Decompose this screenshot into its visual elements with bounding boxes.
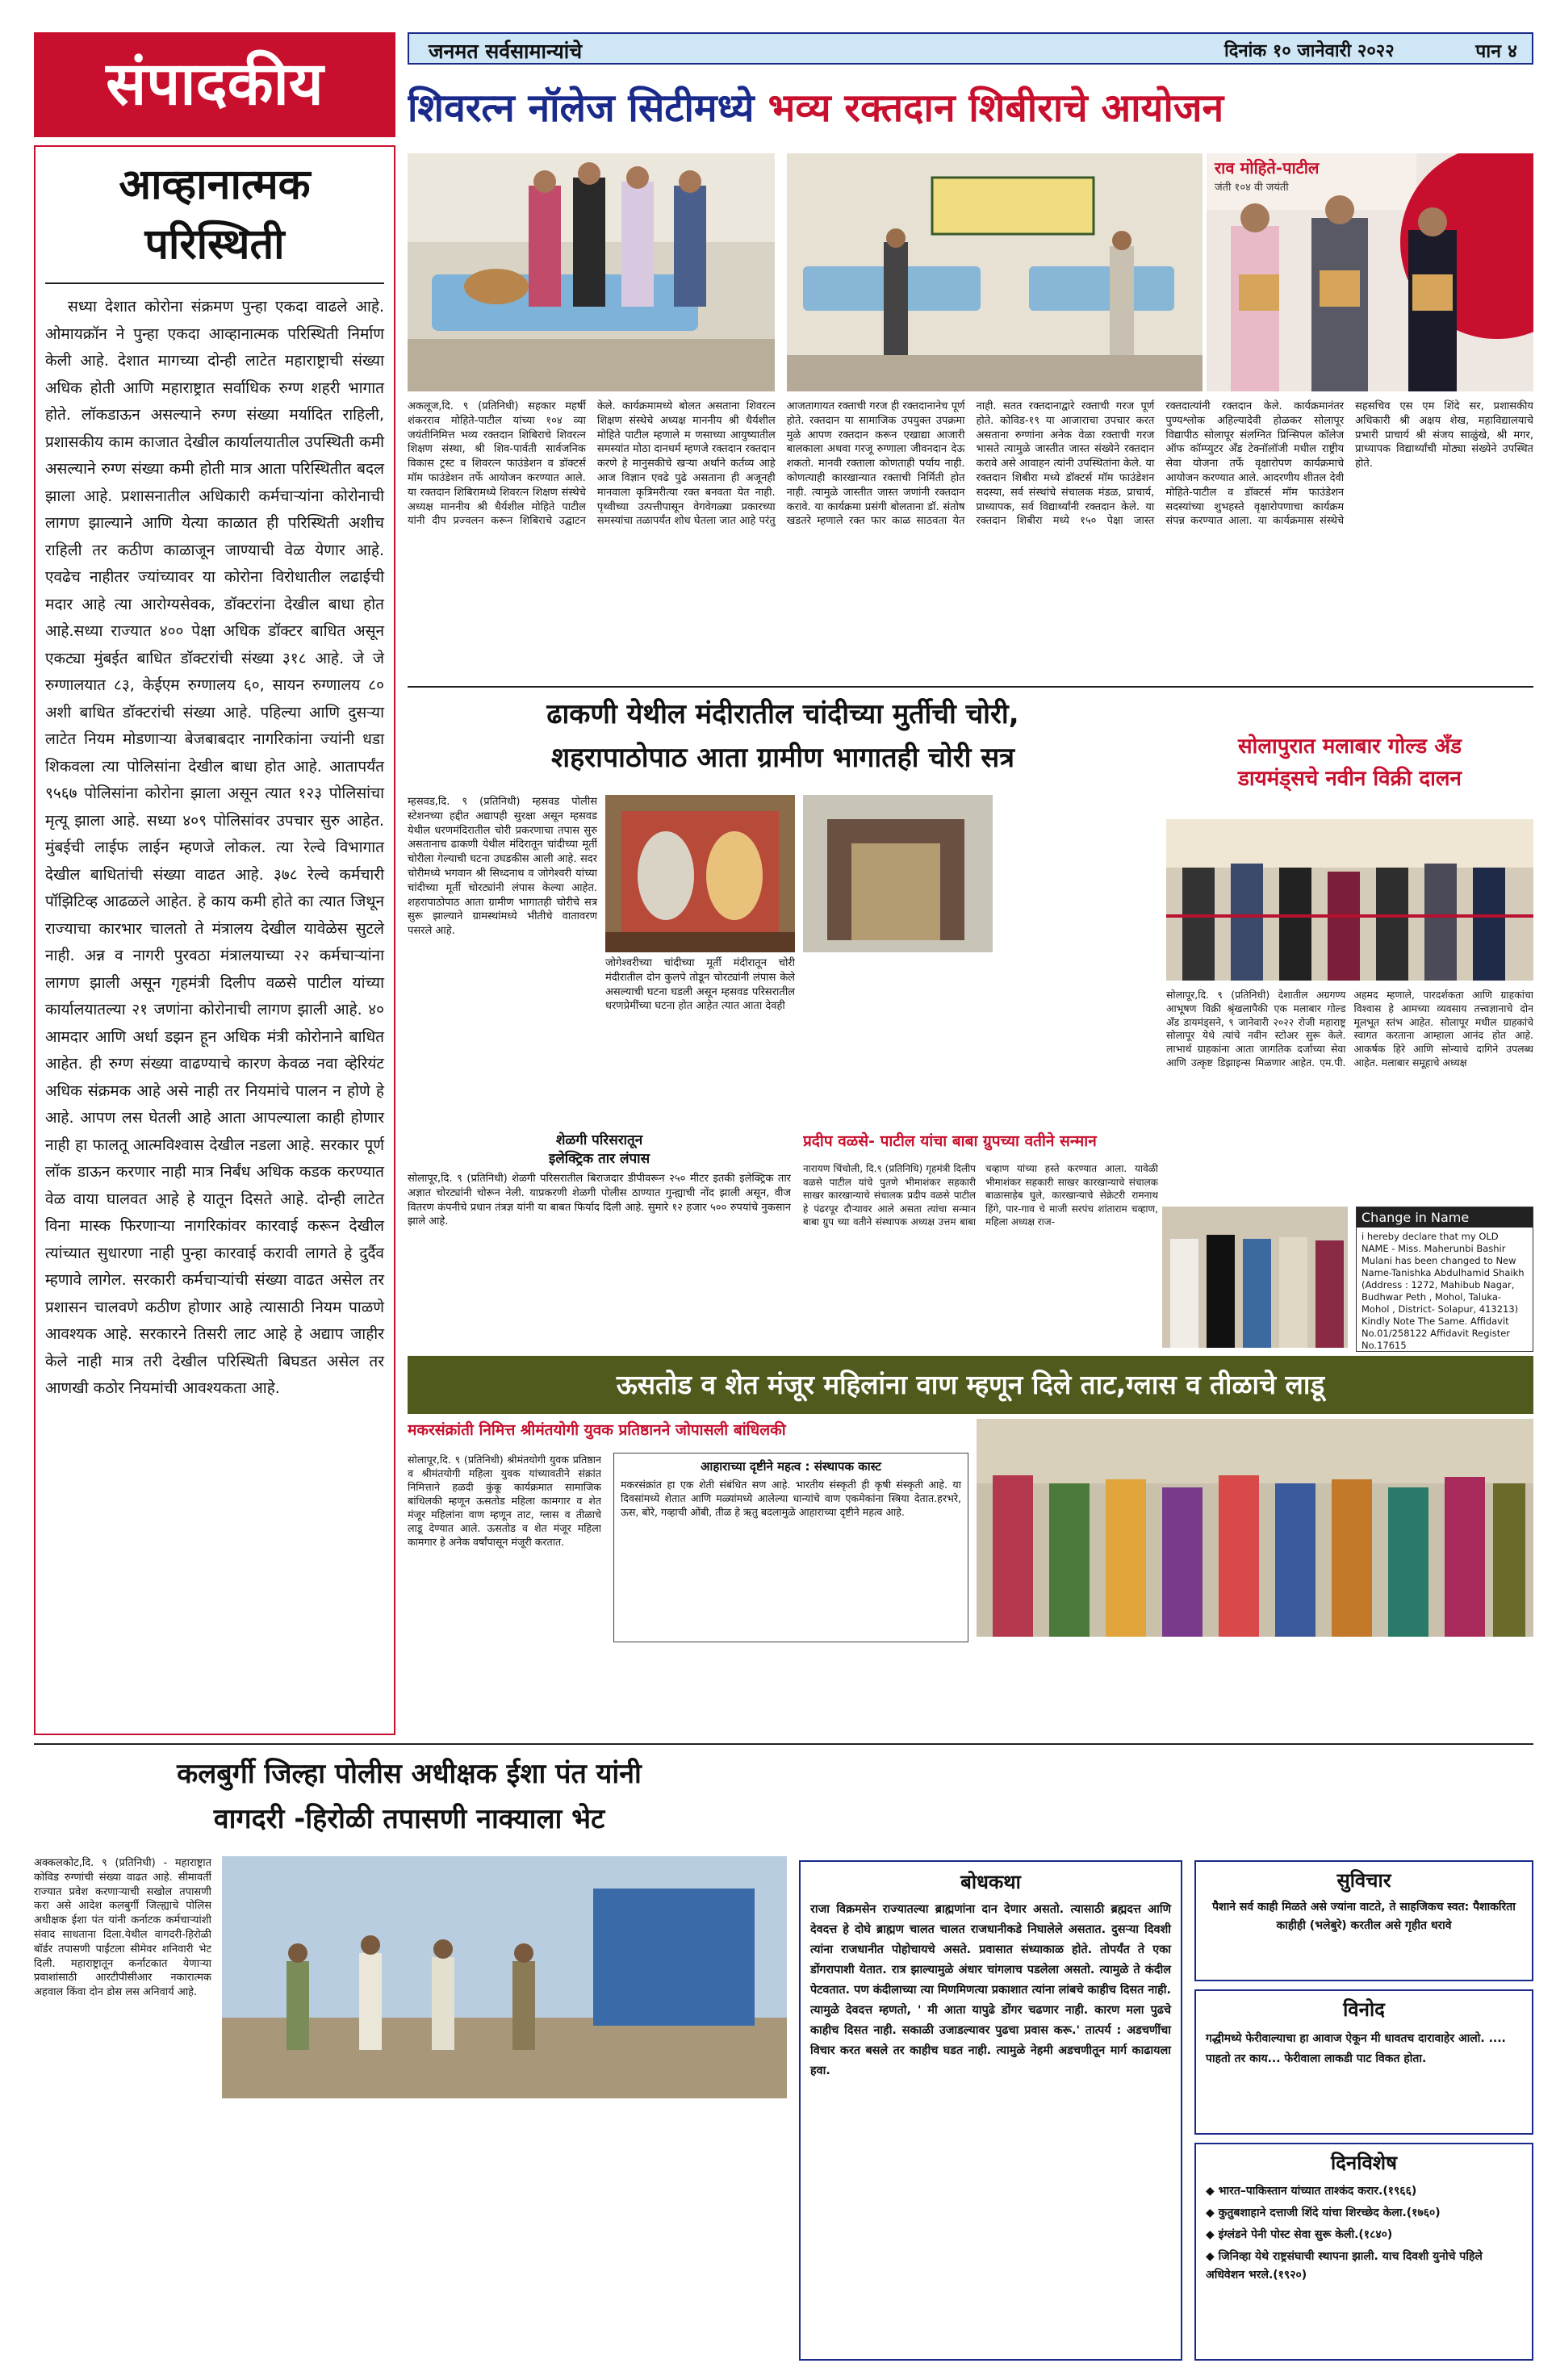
police-photo <box>222 1856 787 2098</box>
change-in-name-box <box>1356 1207 1533 1352</box>
theft-photo <box>605 795 795 952</box>
theft-headline-1: ढाकणी येथील मंदीरातील चांदीच्या मुर्तीची चोरी, <box>546 698 1019 730</box>
theft-headline <box>408 692 1158 785</box>
editorial-divider <box>45 282 384 284</box>
theft-headline-2: शहरापाठोपाठ आता ग्रामीण भागातही चोरी सत्र <box>550 742 1014 774</box>
blood-drive-headline-a: शिवरत्न नॉलेज सिटीमध्ये <box>408 86 755 131</box>
dinvishesh-item: ◆ भारत–पाकिस्तान यांच्यात ताश्कंद करार.(१९६६) <box>1206 2185 1417 2198</box>
dinvishesh-title: दिनविशेष <box>1330 2152 1398 2174</box>
blood-drive-body <box>408 399 1533 678</box>
change-in-name-text: i hereby declare that my OLD NAME - Miss. Maherunbi Bashir Mulani has been changed to New Name-Tanishka Abdulhamid Shaikh (Address : 1272, Mahibub Nagar, Budhwar Peth , Mohol, Taluka- Mohol , District- Solapur, 413213) Kindly Note The Same. Affidavit No.01/258122 Affidavit Register No.17615 <box>1362 1231 1525 1351</box>
bodhkatha-title: बोधकथा <box>960 1871 1021 1893</box>
theft-sub-headline-2: इलेक्ट्रिक तार लंपास <box>548 1151 650 1167</box>
theft-photo-caption-text: जोगेश्वरीच्या चांदीच्या मूर्ती मंदीरातून चोरी मंदीरातील दोन कुलपे तोडून चोरट्यांनी लंपास केले असल्याची घटना घडली असून म्हसवड परिसरातील धरणप्रेमींच्या घटना होत आहेत त्यात आता देवही <box>605 957 795 1013</box>
bodhkatha-text: राजा विक्रमसेन राज्यातल्या ब्राह्मणांना दान देणार असतो. त्यासाठी ब्रह्मदत्त आणि देवदत्त हे दोघे ब्राह्मण चालत चालत राजधानीकडे निघालेले असतात. दुसऱ्या दिवशी त्यांना राजधानीत पोहोचायचे असते. प्रवासात संध्याकाळ होते. तोपर्यंत ते एका डोंगरापाशी येतात. रात्र झाल्यामुळे अंधार चांगलाच पडलेला असतो. त्यामुळे ते कंदील पेटवतात. पण कंदीलाच्या त्या मिणमिणत्या प्रकाशात त्यांना लांबचे काहीच दिसत नाही. त्यामुळे देवदत्त म्हणतो, ' मी आता यापुढे डोंगर चढणार नाही. कारण मला पुढचे काहीच दिसत नाही. सकाळी उजाडल्यावर पुढचा प्रवास करू.' तात्पर्य : अडचणींचा विचार करत बसले तर काहीच घडत नाही. त्यामुळे नेहमी अडचणीतून मार्ग काढायला हवा. <box>810 1903 1171 2077</box>
vaan-sub-headline-text: मकरसंक्रांती निमित्त श्रीमंतयोगी युवक प्रतिष्ठानने जोपासली बांधिलकी <box>408 1421 786 1439</box>
blood-drive-photo-banner: राव मोहिते-पाटील <box>1215 158 1320 178</box>
vaan-headline-banner <box>408 1356 1533 1414</box>
dinvishesh-item: ◆ जिनिव्हा येथे राष्ट्रसंघाची स्थापना झाली. याच दिवशी युनोचे पहिले अधिवेशन भरले.(१९२०) <box>1206 2250 1483 2282</box>
police-text: अक्कलकोट,दि. ९ (प्रतिनिधी) - महाराष्ट्रात कोविड रुग्णांची संख्या वाढत आहे. सीमावर्ती राज्यात प्रवेश करणाऱ्याची सखोल तपासणी करा असे आदेश कलबुर्गी जिल्ह्याचे पोलिस अधीक्षक ईशा पंत यांनी कर्नाटक कर्मचाऱ्यांशी संवाद साधताना दिला.येथील वागदरी-हिरोळी बॉर्डर तपासणी पाईंटला सीमेवर शनिवारी भेट दिली. महाराष्ट्रातून कर्नाटकात येणाऱ्या प्रवाशांसाठी आरटीपीसीआर नकारात्मक अहवाल किंवा दोन डोस लस अनिवार्य आहे. <box>34 1857 211 1999</box>
malabar-headline-1: सोलापुरात मलाबार गोल्ड अँड <box>1238 734 1462 759</box>
vinod-text: गद्धीमध्ये फेरीवाल्याचा हा आवाज ऐकून मी धावतच दारावाहेर आलो. .... पाहतो तर काय... फेरीवाला लाकडी पाट विकत होता. <box>1206 2032 1506 2065</box>
header-bar <box>408 32 1533 65</box>
vaan-body <box>408 1453 601 1731</box>
section-divider <box>408 686 1533 688</box>
pradeep-photo <box>1162 1207 1348 1348</box>
dinvishesh-list <box>1206 2182 1522 2285</box>
bodhkatha-box <box>799 1860 1182 2361</box>
theft-text: म्हसवड,दि. ९ (प्रतिनिधी) म्हसवड पोलीस स्टेशनच्या हद्दीत अद्यापही सुरक्षा असून म्हसवड येथील धरणमंदिरातील चोरी प्रकरणाचा तपास सुरु असतानाच ढाकणी येथील मंदिरातून चांदीच्या मूर्ती चोरीला गेल्याची घटना उघडकीस आली आहे. सदर चोरीमध्ये भगवान श्री सिध्दनाथ व जोगेश्वरी यांच्या चांदीच्या मूर्ती चोरट्यांनी लंपास केल्या आहेत. शहरापाठोपाठ आता ग्रामीण भागातही चोरीचे सत्र सुरू झाल्याने ग्रामस्थांमध्ये भीतीचे वातावरण पसरले आहे. <box>408 796 597 938</box>
blood-drive-headline <box>408 81 1533 145</box>
editorial-body: सध्या देशात कोरोना संक्रमण पुन्हा एकदा वाढले आहे. ओमायक्रॉन ने पुन्हा एकदा आव्हानात्मक परिस्थिती निर्माण केली आहे. देशात मागच्या दोन्ही लाटेत महाराष्ट्राची संख्या अधिक होती आणि महाराष्ट्रात सर्वाधिक रुग्ण शहरी भागात होते. लॉकडाऊन असल्याने रुग्ण संख्या मर्यादित राहिली, प्रशासकीय काम काजात देखील कार्यालयातील उपस्थिती कमी असल्याने रुग्ण संख्या कमी होती मात्र आता परिस्थितीत बदल झाला आहे. प्रशासनातील अधिकारी कर्मचाऱ्यांना कोरोनाची लागण झाल्याने आणि येत्या काळात ही परिस्थिती अशीच राहिली तर कठीण काळाजून जाण्याची वेळ येणार आहे. एवढेच नाहीतर ज्यांच्यावर या कोरोना विरोधातील लढाईची मदार आहे त्या आरोग्यसेवक, डॉक्टरांना देखील बाधा होत आहे.सध्या राज्यात ४०० पेक्षा अधिक डॉक्टर बाधित असून एकट्या मुंबईत बाधित डॉक्टरांची संख्या ३१८ आहे. जे जे रुग्णालयात ८३, केईएम रुग्णालय ६०, सायन रुग्णालय ८० अशी बाधित डॉक्टरांची संख्या आहे. पहिल्या आणि दुसऱ्या लाटेत नियम मोडणाऱ्या बेजबाबदार नागरिकांना ज्यांनी धडा शिकवला त्या पोलिसांना देखील बाधा होत आहे. आतापर्यंत ९५६७ पोलिसांना कोरोना झाला असून त्यात १२३ पोलिसांचा मृत्यू झाला आहे. सध्या ४०९ पोलिसांवर उपचार सुरु आहेत. मुंबईची लाईफ लाईन म्हणजे लोकल. त्या रेल्वे विभागात देखील बाधितांची संख्या वाढत आहे. ३७८ रेल्वे कर्मचारी पॉझिटिव्ह आढळले आहेत. हे काय कमी होते का त्यात जिथून राज्याचा कारभार चालतो ते मंत्रालय देखील यावेळेस सुटले नाही. अन्न व नागरी पुरवठा मंत्रालयाच्या २२ कर्मचाऱ्यांना लागण झाली असून गृहमंत्री दिलीप वळसे पाटील यांच्या कार्यालयातल्या २१ जणांना कोरोनाची लागण झाली आहे. ४० आमदार आणि अर्धा डझन हून अधिक मंत्री कोरोनाने बाधित आहेत. ही रुग्ण संख्या वाढण्याचे कारण केवळ नवा व्हेरियंट अधिक संक्रमक आहे असे नाही तर नियमांचे पालन न होणे हे आहे. आपण लस घेतली आहे आता आपल्याला काही होणार नाही हा फालतू आत्मविश्वास देखील नडला आहे. सरकार पूर्ण लॉक डाऊन करणार नाही मात्र निर्बंध अधिक कडक करण्यात वेळ वाया घालवत आहे हे यातून दिसते आहे. दोन्ही लाटेत विना मास्क फिरणाऱ्या नागरिकांवर कारवाई करून देखील त्यांच्यात सुधारणा नाही पुन्हा कारवाई करावी लागते हे दुर्दैव म्हणावे लागेल. सरकारी कर्मचाऱ्यांची संख्या वाढत असेल तर प्रशासन चालवणे कठीण होणार आहे त्यासाठी नियम पाळणे आवश्यक आहे. सरकारने तिसरी लाट आहे हे अद्याप जाहीर केले नाही मात्र तरी देखील परिस्थिती बिघडत असेल तर आणखी कठोर नियमांची आवश्यकता आहे. <box>45 298 384 1397</box>
paper-name: जनमत सर्वसामान्यांचे <box>429 40 583 63</box>
theft-photo-caption <box>605 956 795 1126</box>
blood-drive-headline-b: भव्य रक्तदान शिबीराचे आयोजन <box>768 86 1224 131</box>
malabar-body <box>1166 989 1533 1203</box>
editorial-banner-title: संपादकीय <box>106 49 324 119</box>
blood-drive-photo-1 <box>408 153 775 391</box>
dinvishesh-item: ◆ इंग्लंडने पेनी पोस्ट सेवा सुरू केली.(१८४०) <box>1206 2228 1393 2241</box>
malabar-photo <box>1166 819 1533 981</box>
pradeep-headline <box>803 1130 1158 1161</box>
suvichar-title: सुविचार <box>1336 1869 1391 1892</box>
vaan-side-box-title: आहाराच्या दृष्टीने महत्व : संस्थापक कास्ट <box>700 1459 881 1474</box>
blood-drive-photo-2 <box>787 153 1203 391</box>
theft-sub-headline-1: शेळगी परिसरातून <box>555 1132 643 1148</box>
dinvishesh-item: ◆ कुतुबशाहाने दत्ताजी शिंदे यांचा शिरच्छेद केला.(१७६०) <box>1206 2206 1441 2219</box>
vaan-photo <box>977 1419 1533 1637</box>
police-headline-2: वागदरी -हिरोळी तपासणी नाक्याला भेट <box>213 1803 605 1835</box>
police-headline <box>34 1751 784 1848</box>
pradeep-text: नारायण चिंचोली, दि.९ (प्रतिनिधि) गृहमंत्री दिलीप वळसे पाटील यांचे पुतणे भीमाशंकर सहकारी साखर कारखान्याचे संचालक प्रदीप वळसे पाटील हे पंढरपूर दौऱ्यावर आले असता त्यांचा सन्मान बाबा ग्रुप च्या वतीने संस्थापक अध्यक्ष उत्तम बाबा चव्हाण यांच्या हस्ते करण्यात आला. यावेळी भीमाशंकर सहकारी साखर कारखान्याचे संचालक बाळासाहेब घुले, कारखान्याचे सेक्रेटरी रामनाथ हिंगे, पार-गाव चे माजी सरपंच शांताराम चव्हाण, महिला अध्यक्ष राज- <box>803 1163 1158 1228</box>
police-body <box>34 1856 211 2340</box>
editorial-column <box>34 145 395 1735</box>
editorial-headline-2: परिस्थिती <box>144 220 285 269</box>
police-headline-1: कलबुर्गी जिल्हा पोलीस अधीक्षक ईशा पंत यांनी <box>177 1758 642 1790</box>
change-in-name-title: Change in Name <box>1357 1207 1533 1228</box>
vaan-sub-headline <box>408 1419 972 1448</box>
section-divider-2 <box>34 1743 1533 1745</box>
vaan-text: सोलापूर,दि. ९ (प्रतिनिधी) श्रीमंतयोगी युवक प्रतिष्ठान व श्रीमंतयोगी महिला युवक यांच्यावतीने संक्रांत निमित्ताने हळदी कुंकू कार्यक्रमात सामाजिक बांधिलकी म्हणून ऊसतोड महिला कामगार व शेत मंजूर महिलांना वाण म्हणून ताट, ग्लास व तीळाचे लाडू देण्यात आले. ऊसतोड व शेत मंजूर महिला कामगार हे अनेक वर्षांपासून मंजूरी करतात. <box>408 1454 601 1548</box>
editorial-headline-1: आव्हानात्मक <box>119 161 311 209</box>
pradeep-body <box>803 1162 1158 1332</box>
theft-sub-block <box>408 1130 791 1324</box>
suvichar-box <box>1194 1860 1533 1981</box>
theft-body-left <box>408 795 597 1126</box>
vinod-title: विनोद <box>1343 1998 1385 2021</box>
blood-drive-photo-3 <box>1207 153 1533 391</box>
dinvishesh-box <box>1194 2143 1533 2361</box>
blood-drive-photo-banner-sub: जंती १०४ वी जयंती <box>1215 182 1289 194</box>
malabar-headline <box>1166 730 1533 818</box>
page-number: पान ४ <box>1475 41 1517 62</box>
vaan-headline: ऊसतोड व शेत मंजूर महिलांना वाण म्हणून दिले ताट,ग्लास व तीळाचे लाडू <box>616 1369 1325 1400</box>
vinod-box <box>1194 1989 1533 2135</box>
malabar-headline-2: डायमंड्सचे नवीन विक्री दालन <box>1238 767 1462 791</box>
vaan-side-box <box>613 1453 968 1642</box>
editorial-banner <box>34 32 395 137</box>
malabar-text: सोलापूर,दि. ९ (प्रतिनिधी) देशातील अग्रगण्य आभूषण विक्री श्रृंखलापैकी एक मलाबार गोल्ड अँड डायमंड्सने, ९ जानेवारी २०२२ रोजी महाराष्ट्र सोलापूर येथे त्यांचे नवीन स्टोअर सुरू केले. लाभार्थ ग्राहकांना आता जागतिक दर्जाच्या सेवा आणि उत्कृष्ट डिझाइन्स मिळणार आहेत. एम.पी. अहमद म्हणाले, पारदर्शकता आणि ग्राहकांचा विश्वास हे आमच्या व्यवसाय तत्त्वज्ञानाचे दोन मूलभूत स्तंभ आहेत. सोलापूर मधील ग्राहकांचे स्वागत करताना आम्हाला आनंद होत आहे. आकर्षक हिरे आणि सोन्याचे दागिने उपलब्ध आहेत. मलाबार समूहाचे अध्यक्ष <box>1166 989 1533 1069</box>
vaan-side-box-text: मकरसंक्रांत हा एक शेती संबंधित सण आहे. भारतीय संस्कृती ही कृषी संस्कृती आहे. या दिवसांमध्ये शेतात आणि मळ्यांमध्ये आलेल्या धान्यांचे वाण एकमेकांना स्त्रिया देतात.हरभरे, ऊस, बोरे, गव्हाची ओंबी, तीळ हे ऋतु बदलामुळे आहाराच्या दृष्टीने महत्व आहे. <box>621 1479 961 1518</box>
suvichar-text: पैशाने सर्व काही मिळते असे ज्यांना वाटते, ते साहजिकच स्वत: पैशाकरिता काहीही (भलेबुरे) करतील असे गृहीत धरावे <box>1212 1901 1516 1932</box>
theft-sub-text: सोलापूर,दि. ९ (प्रतिनिधी) शेळगी परिसरातील बिराजदार डीपीवरून २५० मीटर इतकी इलेक्ट्रिक तार अज्ञात चोरट्यांनी चोरून नेली. याप्रकरणी शेळगी पोलीस ठाण्यात गुन्ह्याची नोंद झाली असून, वीज वितरण कंपनीचे प्रधान तंत्रज्ञ यांनी या बाबत फिर्याद दिली आहे. सुमारे १२ हजार ५०० रुपयांचे नुकसान झाले आहे. <box>408 1173 791 1228</box>
theft-photo-2 <box>803 795 993 952</box>
blood-drive-text: अकलूज,दि. ९ (प्रतिनिधी) सहकार महर्षी शंकरराव मोहिते-पाटील यांच्या १०४ व्या जयंतीनिमित्त भव्य रक्तदान शिबिराचे शिवरत्न शिक्षण संस्था, श्री शिव-पार्वती सार्वजनिक विकास ट्रस्ट व शिवरत्न फाउंडेशन व डॉक्टर्स मॉम फाउंडेशन तर्फे आयोजन करण्यात आले. या रक्तदान शिबिरामध्ये शिवरत्न शिक्षण संस्थेचे अध्यक्ष माननीय श्री धैर्यशील मोहिते पाटील यांनी दीप प्रज्वलन करून शिबिराचे उद्घाटन केले. कार्यक्रमामध्ये बोलत असताना शिवरत्न शिक्षण संस्थेचे अध्यक्ष माननीय श्री धैर्यशील मोहिते पाटील म्हणाले म णसाच्या आयुष्यातील समस्यांत मोठा दानधर्म म्हणजे रक्तदान रक्तदान करणे हे मानुसकीचे खऱ्या अर्थाने कर्तव्य आहे आज विज्ञान एवढे पुढे असताना ही अजूनही मानवाला कृत्रिमरीत्या रक्त बनवता येत नाही. पृथ्वीच्या उत्पत्तीपासून वेगवेगळ्या प्रकारच्या समस्यांचा तळापर्यंत शोध घेतला जात आहे परंतु आजतागायत रक्ताची गरज ही रक्तदानानेच पूर्ण होते. रक्तदान या सामाजिक उपयुक्त उपक्रमा मुळे आपण रक्तदान करून एखाद्या आजारी बालकाला अथवा गरजू रुग्णाला जीवनदान देऊ शकतो. मानवी रक्ताला कोणताही पर्याय नाही. कोणत्याही कारखान्यात रक्ताची निर्मिती होत नाही. त्यामुळे जास्तीत जास्त जणांनी रक्तदान करावे. या कार्यक्रमा प्रसंगी बोलताना डॉ. संतोष खडतरे म्हणाले रक्त फार काळ साठवता येत नाही. सतत रक्तदानाद्वारे रक्ताची गरज पूर्ण होते. कोविड-१९ या आजाराचा उपचार करत असताना रुग्णांना अनेक वेळा रक्ताची गरज भासते त्यामुळे जास्तीत जास्त संख्येने रक्तदान करावे असे आवाहन त्यांनी उपस्थितांना केले. या रक्तदान शिबीरा मध्ये डॉक्टर्स मॉम फाउंडेशन सदस्या, सर्व संस्थांचे संचालक मंडळ, प्राचार्य, प्राध्यापक, सर्व विद्यार्थ्यांनी रक्तदान केले. या रक्तदान शिबीरा मध्ये १५० पेक्षा जास्त रक्तदात्यांनी रक्तदान केले. कार्यक्रमानंतर पुण्यश्लोक अहिल्यादेवी होळकर सोलापूर विद्यापीठ सोलापूर संलग्नित प्रिन्सिपल कॉलेज ऑफ कॉम्प्युटर अँड टेक्नॉलॉजी मधील राष्ट्रीय सेवा योजना तर्फे वृक्षारोपण कार्यक्रमाचे आयोजन करण्यात आले. आदरणीय शीतल देवी मोहिते-पाटील व डॉक्टर्स मॉम फाउंडेशन सदस्यांच्या शुभहस्ते वृक्षारोपणाचा कार्यक्रम संपन्न करण्यात आला. या कार्यक्रमास संस्थेचे सहसचिव एस एम शिंदे सर, प्रशासकीय अधिकारी श्री अक्षय शेख, महाविद्यालयाचे प्रभारी प्राचार्य श्री संजय साळुंखे, श्री मगर, प्राध्यापक विद्यार्थ्यांची मोठ्या संख्येने उपस्थित होते. <box>408 400 1533 528</box>
pradeep-headline-text: प्रदीप वळसे- पाटील यांचा बाबा ग्रुपच्या वतीने सन्मान <box>803 1132 1097 1150</box>
issue-date: दिनांक १० जानेवारी २०२२ <box>1224 41 1395 61</box>
